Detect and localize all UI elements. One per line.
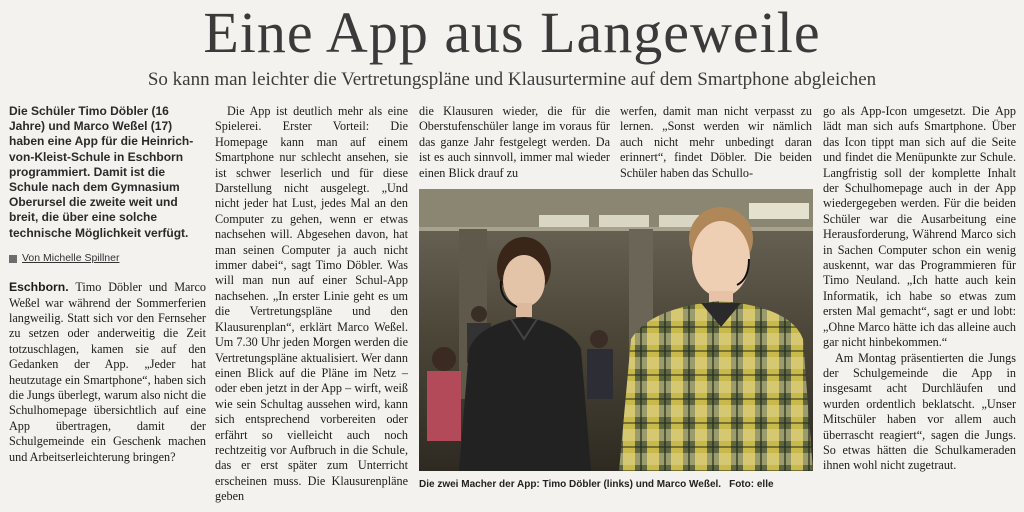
photo-credit: Foto: elle: [729, 479, 774, 490]
column-4: [620, 104, 812, 181]
article-photo: [419, 189, 813, 471]
subheadline: So kann man leichter die Vertretungspläne und Klausurtermine auf dem Smartphone abgleichen: [147, 69, 877, 90]
intro-text: Die Schüler Timo Döbler (16 Jahre) und Marco Weßel (17) haben eine App für die Heinrich-von-Kleist-Schule in Eschborn programmiert. Damit ist die Schule nach dem Gymnasium Oberursel die zweite weit und breit, die über eine solche technische Möglichkeit verfügt.: [9, 104, 194, 240]
dateline: Eschborn.: [9, 280, 69, 295]
photo-illustration: [419, 189, 813, 471]
byline: [9, 251, 206, 266]
photo-caption: [419, 479, 813, 490]
headline: Eine App aus Langeweile: [203, 0, 821, 65]
column-2: [215, 104, 408, 505]
column-1: [9, 104, 206, 465]
caption-text: Die zwei Macher der App: Timo Döbler (links) und Marco Weßel.: [419, 479, 722, 490]
article-paragraph-1: [9, 280, 206, 465]
col5-text-2: Am Montag präsentierten die Jungs der Schulgemeinde die App in insgesamt acht Durchläufen und wurden ordentlich beklatscht. „Unser Mitschüler haben vor allem auch überrascht reagiert“, sagen die Jungs. So etwas hätten die Schulkameraden ihnen wohl nicht zugetraut.: [823, 350, 1016, 473]
col1-text: Timo Döbler und Marco Weßel war während der Sommerferien langweilig. Statt sich vor den Fernseher zu setzen oder anderweitig die Zeit totzuschlagen, kamen sie auf den Gedanken der App. „Jeder hat heutzutage ein Smartphone“, haben sich die Jungs überlegt, warum also nicht die Schulhomepage übersichtlich auf eine App übertragen, damit der Schulgemeinde ein Geschenk machen und Arbeitserleichterung bringen?: [9, 280, 206, 464]
author-link[interactable]: Von Michelle Spillner: [22, 251, 120, 264]
column-5: [823, 104, 1016, 474]
byline-square-icon: [9, 255, 17, 263]
col2-text: Die App ist deutlich mehr als eine Spielerei. Erster Vorteil: Die Homepage kann man auf einem Smartphone nur schlecht ansehen, sie ist schwer leserlich und für diese Darstellung nicht ausgelegt. „Und nicht jeder hat Lust, jedes Mal an den Computer zu gehen, wenn er etwas nachsehen will. Abgesehen davon, hat man seinen Computer ja auch nicht immer dabei“, sagt Timo Döbler. Was will man nun auf einer Schul-App nachsehen. „In erster Linie geht es um die Vertretungspläne und den Klausurenplan“, erklärt Marco Weßel. Um 7.30 Uhr jeden Morgen werden die Vertretungspläne aktualisiert. Wer dann einen Blick auf die Pläne im Netz – oder eben jetzt in der App – wirft, weiß wie sein Schultag aussehen wird, kann sich entsprechend vorbereiten oder erfährt so vielleicht auch noch rechtzeitig vor Aufbruch in die Schule, das er erst später zum Unterricht erscheinen muss. Die Klausurenpläne geben: [215, 104, 408, 504]
col5-text-1: go als App-Icon umgesetzt. Die App lädt man sich aufs Smartphone. Über das Icon tippt man sich auf die Seite und findet die Menüpunkte zur Schule. Langfristig soll der komplette Inhalt der Schulhomepage auch in der App wiedergegeben werden. Für die beiden Schüler war die Ausarbeitung eine Herausforderung, Während Marco sich in Sachen Computer schon ein wenig auskennt, war das Programmieren für Timo Neuland. „Ich hatte auch kein Informatik, ich habe so etwas zum ersten Mal gemacht“, sagt er und lobt: „Ohne Marco hätte ich das alleine auch gar nicht hinbekommen.“: [823, 104, 1016, 350]
col4-text: werfen, damit man nicht verpasst zu lernen. „Sonst werden wir nämlich auch nicht mehr unbedingt daran erinnert“, findet Döbler. Die beiden Schüler haben das Schullo-: [620, 104, 812, 180]
column-3: [419, 104, 610, 181]
col3-text: die Klausuren wieder, die für die Oberstufenschüler lange im voraus für das ganze Jahr festgelegt werden. Da ist es auch sinnvoll, immer mal wieder einen Blick drauf zu: [419, 104, 610, 180]
